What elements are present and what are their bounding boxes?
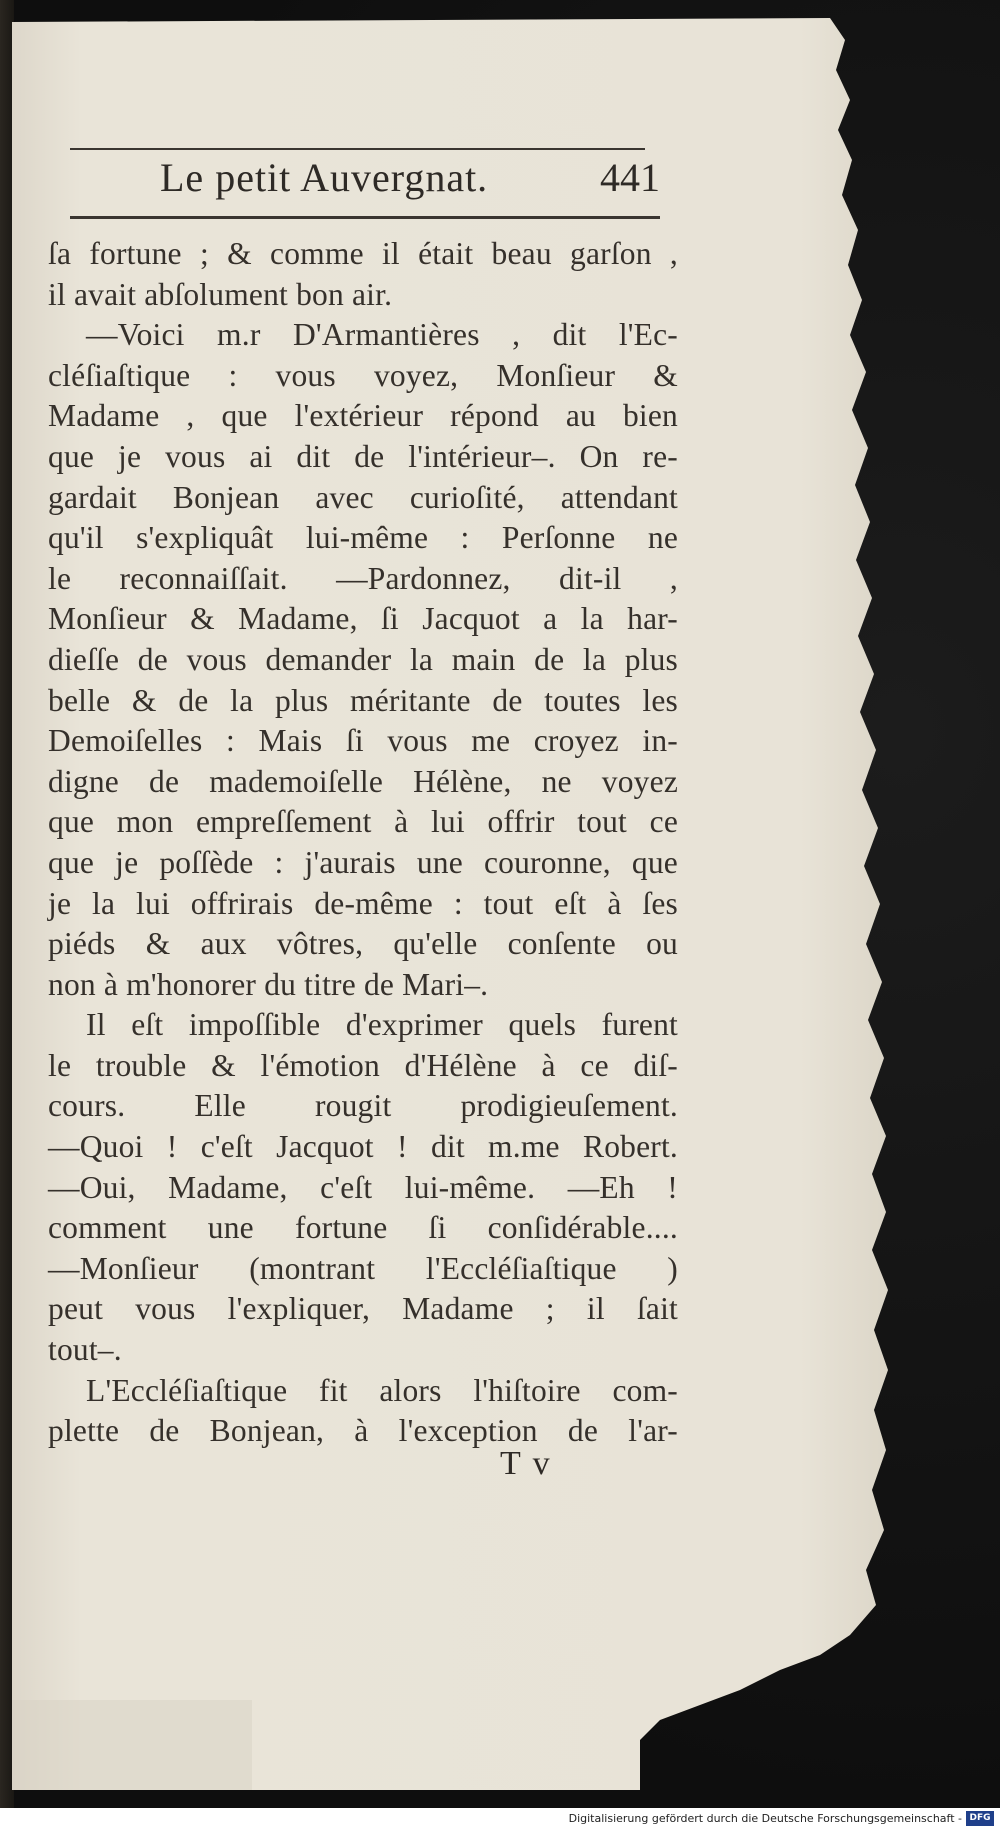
page-header bbox=[60, 140, 670, 230]
text-line: —Monſieur (montrant l'Eccléſiaſtique ) bbox=[48, 1250, 678, 1286]
text-line: Demoiſelles : Mais ſi vous me croyez in- bbox=[48, 723, 678, 759]
text-line: Il eſt impoſſible d'exprimer quels furent bbox=[86, 1007, 678, 1043]
dfg-logo[interactable]: DFG bbox=[966, 1811, 994, 1826]
text-line: il avait abſolument bon air. bbox=[48, 276, 393, 312]
header-rule-bottom bbox=[70, 216, 660, 219]
text-line: cours. Elle rougit prodigieuſement. bbox=[48, 1088, 678, 1124]
text-line: digne de mademoiſelle Hélène, ne voyez bbox=[48, 763, 678, 799]
text-line: —Oui, Madame, c'eſt lui-même. —Eh ! bbox=[48, 1169, 678, 1205]
signature-mark: T v bbox=[500, 1445, 552, 1482]
text-line: que je vous ai dit de l'intérieur–. On re- bbox=[48, 438, 678, 474]
funding-credit: Digitalisierung gefördert durch die Deutsche Forschungsgemeinschaft - bbox=[568, 1812, 962, 1825]
text-line: que je poſſède : j'aurais une couronne, que bbox=[48, 844, 678, 880]
lower-page-edge bbox=[12, 1700, 252, 1790]
text-line: le trouble & l'émotion d'Hélène à ce diſ- bbox=[48, 1047, 678, 1083]
text-line: je la lui offrirais de-même : tout eſt à ſes bbox=[48, 885, 678, 921]
footer-bar bbox=[0, 1808, 1000, 1831]
text-line: le reconnaiſſait. —Pardonnez, dit-il , bbox=[48, 560, 678, 596]
text-line: Monſieur & Madame, ſi Jacquot a la har- bbox=[48, 601, 678, 637]
text-line: piéds & aux vôtres, qu'elle conſente ou bbox=[48, 926, 678, 962]
page-number: 441 bbox=[600, 155, 660, 200]
text-line: tout–. bbox=[48, 1332, 122, 1368]
text-line: Madame , que l'extérieur répond au bien bbox=[48, 398, 678, 434]
text-line: L'Eccléſiaſtique fit alors l'hiſtoire com- bbox=[86, 1372, 678, 1408]
text-line: belle & de la plus méritante de toutes les bbox=[48, 682, 678, 718]
body-text bbox=[48, 234, 678, 1452]
text-line: ſa fortune ; & comme il était beau garſon , bbox=[48, 236, 678, 271]
text-line: gardait Bonjean avec curioſité, attendant bbox=[48, 479, 678, 515]
text-line: —Voici m.r D'Armantières , dit l'Ec- bbox=[86, 317, 678, 353]
text-line: qu'il s'expliquât lui-même : Perſonne ne bbox=[48, 520, 678, 556]
text-line: dieſſe de vous demander la main de la plus bbox=[48, 641, 678, 677]
header-rule-top bbox=[70, 148, 645, 150]
running-title: Le petit Auvergnat. bbox=[160, 155, 489, 200]
text-line: comment une fortune ſi conſidérable.... bbox=[48, 1210, 678, 1246]
text-line: cléſiaſtique : vous voyez, Monſieur & bbox=[48, 357, 678, 393]
text-line: —Quoi ! c'eſt Jacquot ! dit m.me Robert. bbox=[48, 1129, 678, 1165]
text-line: que mon empreſſement à lui offrir tout ce bbox=[48, 804, 678, 840]
text-line: non à m'honorer du titre de Mari–. bbox=[48, 966, 489, 1002]
text-line: peut vous l'expliquer, Madame ; il ſait bbox=[48, 1291, 678, 1327]
text-line: plette de Bonjean, à l'exception de l'ar- bbox=[48, 1413, 678, 1449]
